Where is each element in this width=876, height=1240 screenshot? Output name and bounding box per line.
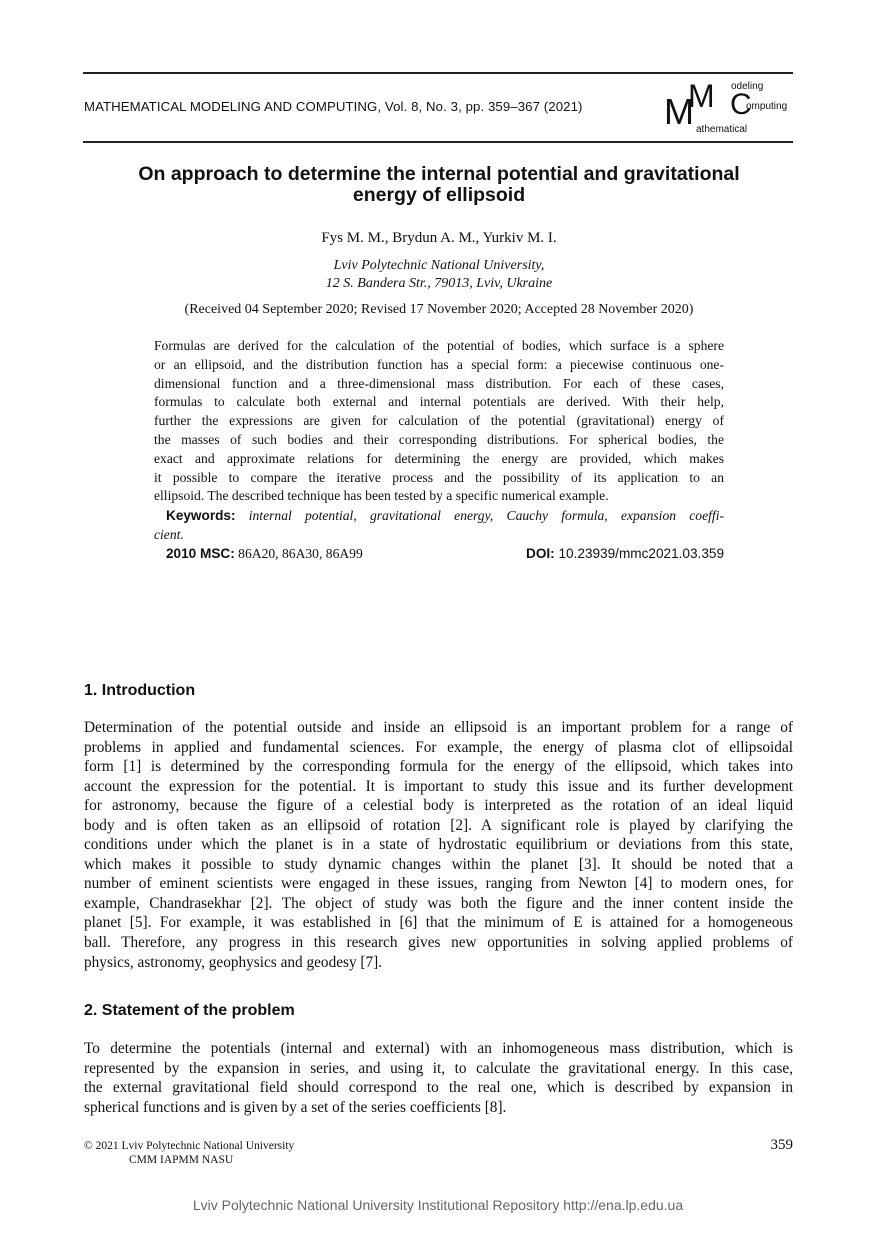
- journal-header: MATHEMATICAL MODELING AND COMPUTING, Vol. 8, No. 3, pp. 359–367 (2021): [84, 99, 583, 114]
- logo-letter: C: [730, 88, 752, 121]
- text-line: conditions under which the planet is in a state of hydrostatic equilibrium or deviations from this state,: [84, 836, 793, 854]
- keywords-label: Keywords:: [166, 508, 236, 523]
- msc: [166, 546, 363, 562]
- doi-link[interactable]: 10.23939/mmc2021.03.359: [558, 546, 724, 561]
- text-line: Formulas are derived for the calculation of the potential of bodies, which surface is a sphere: [154, 338, 724, 353]
- authors: Fys M. M., Brydun A. M., Yurkiv M. I.: [321, 230, 557, 246]
- section-body: [84, 718, 793, 972]
- keywords-text: internal potential, gravitational energy, Cauchy formula, expansion coeffi-: [248, 508, 724, 523]
- text-line: it possible to compare the iterative process and the possibility of its application to an: [154, 469, 724, 485]
- text-line: Determination of the potential outside and inside an ellipsoid is an important problem for a range of: [84, 719, 793, 736]
- msc-value: 86A20, 86A30, 86A99: [238, 546, 363, 561]
- text-line: body and is often taken as an ellipsoid of rotation [2]. A significant role is played by clarifying the: [84, 816, 793, 834]
- repository-watermark: Lviv Polytechnic National University Institutional Repository http://ena.lp.edu.ua: [192, 1197, 684, 1213]
- doi: [526, 546, 724, 561]
- logo-letter: M: [688, 78, 715, 114]
- logo-text: athematical: [696, 124, 748, 135]
- section-body: [84, 1039, 793, 1117]
- text-line: ellipsoid. The described technique has been tested by a specific numerical example.: [154, 488, 609, 504]
- abstract: [154, 337, 724, 506]
- logo-text: omputing: [746, 101, 788, 112]
- text-line: further the expressions are given for calculation of the potential (gravitational) energy of: [154, 413, 724, 429]
- text-line: the external gravitational field should correspond to the real one, which is described by expansion in: [84, 1079, 793, 1097]
- paper-title: [84, 164, 794, 206]
- logo-letter: M: [664, 91, 694, 132]
- text-line: or an ellipsoid, and the distribution function has a special form: a piecewise continuous one-: [154, 356, 724, 372]
- copyright-text: © 2021 Lviv Polytechnic National University: [84, 1140, 295, 1152]
- text-line: formulas to calculate both external and internal potentials are derived. With their help,: [154, 394, 724, 410]
- org-text: CMM IAPMM NASU: [129, 1154, 234, 1166]
- text-line: ball. Therefore, any progress in this research gives new opportunities in solving applied problems of: [84, 934, 793, 952]
- text-line: dimensional function and a three-dimensional mass distribution. For each of these cases,: [154, 375, 724, 391]
- affiliation-line: Lviv Polytechnic National University,: [333, 258, 545, 273]
- text-line: form [1] is determined by the corresponding formula for the energy of the ellipsoid, which takes into: [84, 758, 793, 776]
- title-line: On approach to determine the internal potential and gravitational: [138, 163, 740, 185]
- header-rule: [83, 141, 793, 143]
- text-line: To determine the potentials (internal and external) with an inhomogeneous mass distribution, which is: [84, 1040, 793, 1057]
- text-line: number of eminent scientists were engaged in these issues, ranging from Newton [4] to modern ones, for: [84, 875, 793, 893]
- section-heading: 2. Statement of the problem: [84, 1002, 295, 1019]
- text-line: represented by the expansion in series, and using it, to calculate the gravitational energy. In this case,: [84, 1059, 793, 1077]
- text-line: example, Chandrasekhar [2]. The object of study was both the figure and the inner content inside the: [84, 894, 793, 912]
- top-rule: [83, 72, 793, 74]
- doi-label: DOI:: [526, 546, 555, 561]
- section-heading: 1. Introduction: [84, 682, 196, 699]
- text-line: problems in applied and fundamental sciences. For example, the energy of plasma clot of ellipsoidal: [84, 738, 793, 756]
- text-line: spherical functions and is given by a set of the series coefficients [8].: [84, 1098, 507, 1116]
- text-line: planet [5]. For example, it was established in [6] that the minimum of E is attained for a homogeneous: [84, 914, 793, 932]
- text-line: which makes it possible to study dynamic changes within the planet [3]. It should be noted that a: [84, 855, 793, 873]
- msc-label: 2010 MSC:: [166, 546, 235, 561]
- keywords-text: cient.: [154, 526, 184, 542]
- page-number: 359: [770, 1137, 793, 1153]
- title-line: energy of ellipsoid: [352, 184, 526, 206]
- text-line: account the expression for the potential. It is important to study this issue and its further development: [84, 777, 793, 795]
- text-line: physics, astronomy, geophysics and geodesy [7].: [84, 953, 383, 971]
- journal-logo: [664, 78, 794, 138]
- logo-text: odeling: [731, 81, 764, 92]
- received-dates: (Received 04 September 2020; Revised 17 November 2020; Accepted 28 November 2020): [184, 302, 694, 317]
- affiliation-line: 12 S. Bandera Str., 79013, Lviv, Ukraine: [325, 276, 553, 291]
- keywords: [154, 507, 724, 545]
- text-line: for astronomy, because the figure of a celestial body is interpreted as the rotation of an ideal liquid: [84, 797, 793, 815]
- text-line: the masses of such bodies and their corresponding distributions. For spherical bodies, the: [154, 431, 724, 447]
- affiliation: [84, 257, 794, 293]
- footer-copyright: [84, 1139, 294, 1167]
- text-line: exact and approximate relations for determining the energy are provided, which makes: [154, 450, 724, 466]
